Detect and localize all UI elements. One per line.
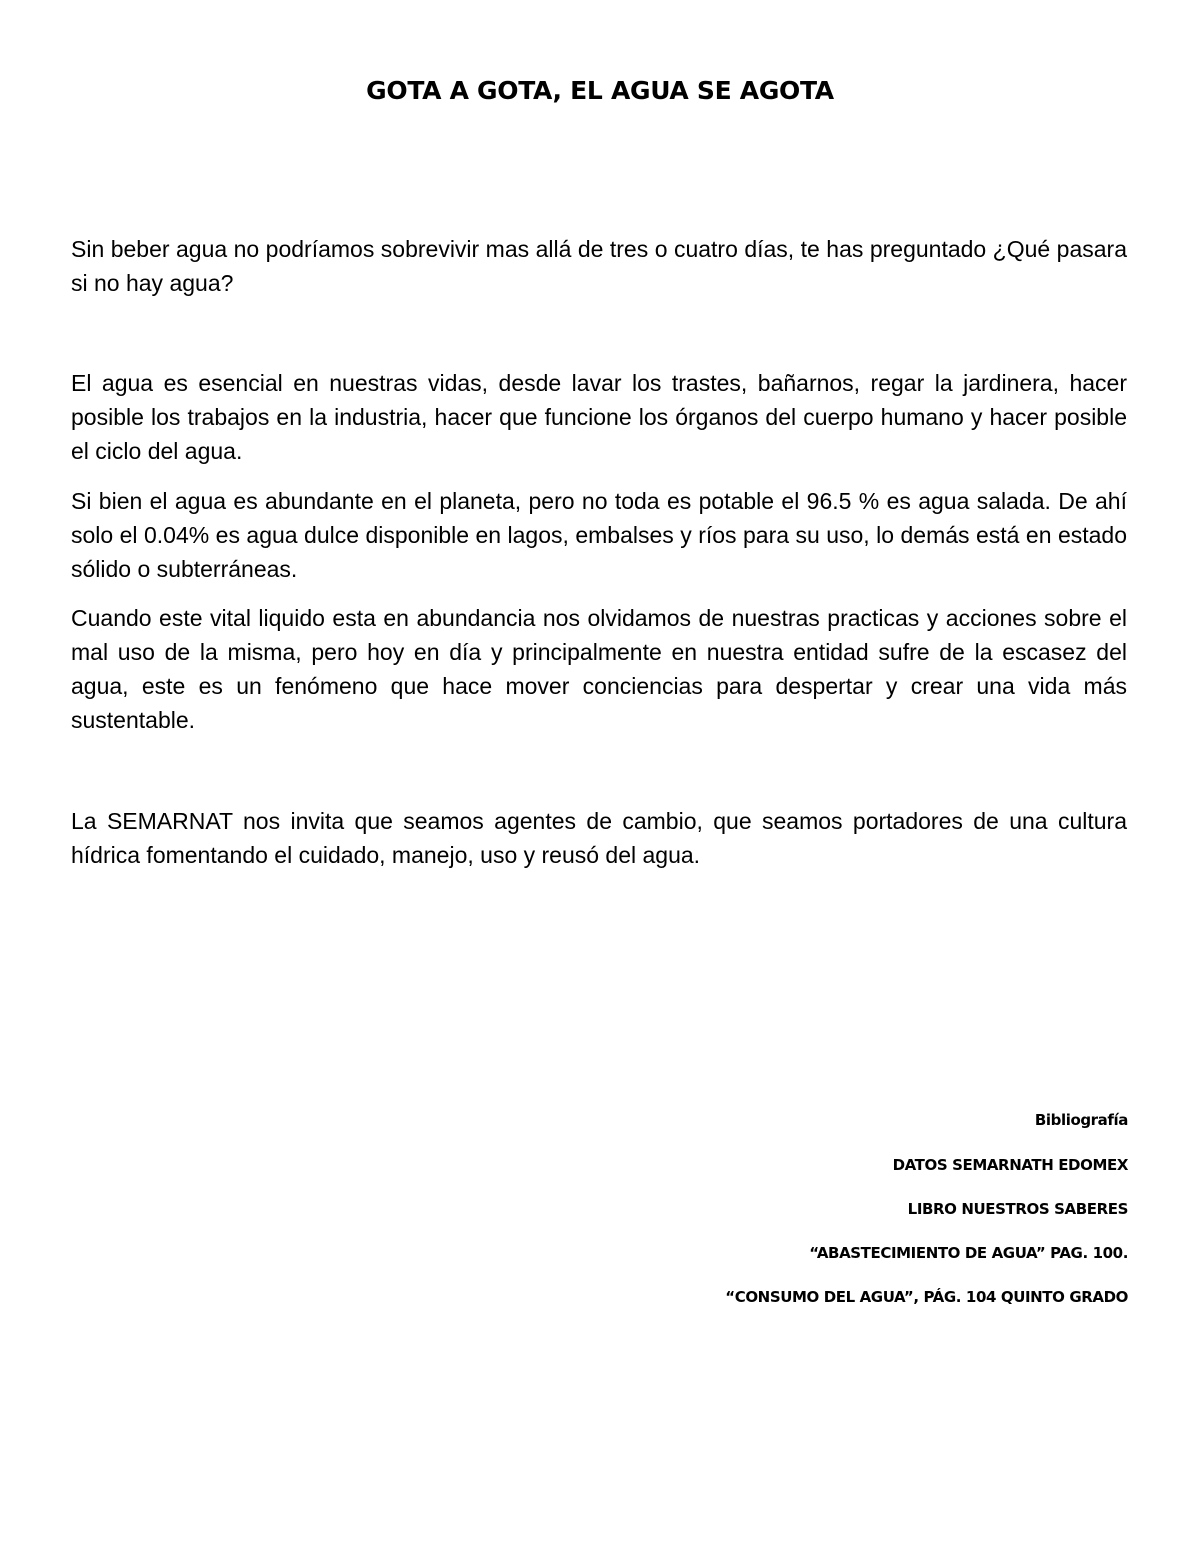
paragraph-water-distribution: Si bien el agua es abundante en el planeta, pero no toda es potable el 96.5 % es agua salada. De ahí solo el 0.04% es agua dulce disponible en lagos, embalses y ríos para su uso, lo demás está en estado sólido o subterráneas. [71,488,1127,582]
paragraph-scarcity: Cuando este vital liquido esta en abundancia nos olvidamos de nuestras practicas y acciones sobre el mal uso de la misma, pero hoy en día y principalmente en nuestra entidad sufre de la escasez del agua, este es un fenómeno que hace mover conciencias para despertar y crear una vida más sustentable. [71,605,1127,733]
paragraph-intro: Sin beber agua no podríamos sobrevivir mas allá de tres o cuatro días, te has preguntado ¿Qué pasara si no hay agua? [71,236,1127,296]
bibliography-entry: “ABASTECIMIENTO DE AGUA” PAG. 100. [809,1244,1128,1262]
bibliography-entry: “CONSUMO DEL AGUA”, PÁG. 104 QUINTO GRADO [725,1288,1128,1306]
bibliography-heading: Bibliografía [1034,1111,1128,1129]
paragraph-semarnat: La SEMARNAT nos invita que seamos agentes de cambio, que seamos portadores de una cultura hídrica fomentando el cuidado, manejo, uso y reusó del agua. [71,808,1127,868]
bibliography-entry: LIBRO NUESTROS SABERES [907,1200,1128,1218]
document-title: GOTA A GOTA, EL AGUA SE AGOTA [366,76,834,105]
paragraph-importance: El agua es esencial en nuestras vidas, desde lavar los trastes, bañarnos, regar la jardinera, hacer posible los trabajos en la industria, hacer que funcione los órganos del cuerpo humano y hacer posible el ciclo del agua. [71,370,1127,464]
bibliography-entry: DATOS SEMARNATH EDOMEX [892,1156,1128,1174]
